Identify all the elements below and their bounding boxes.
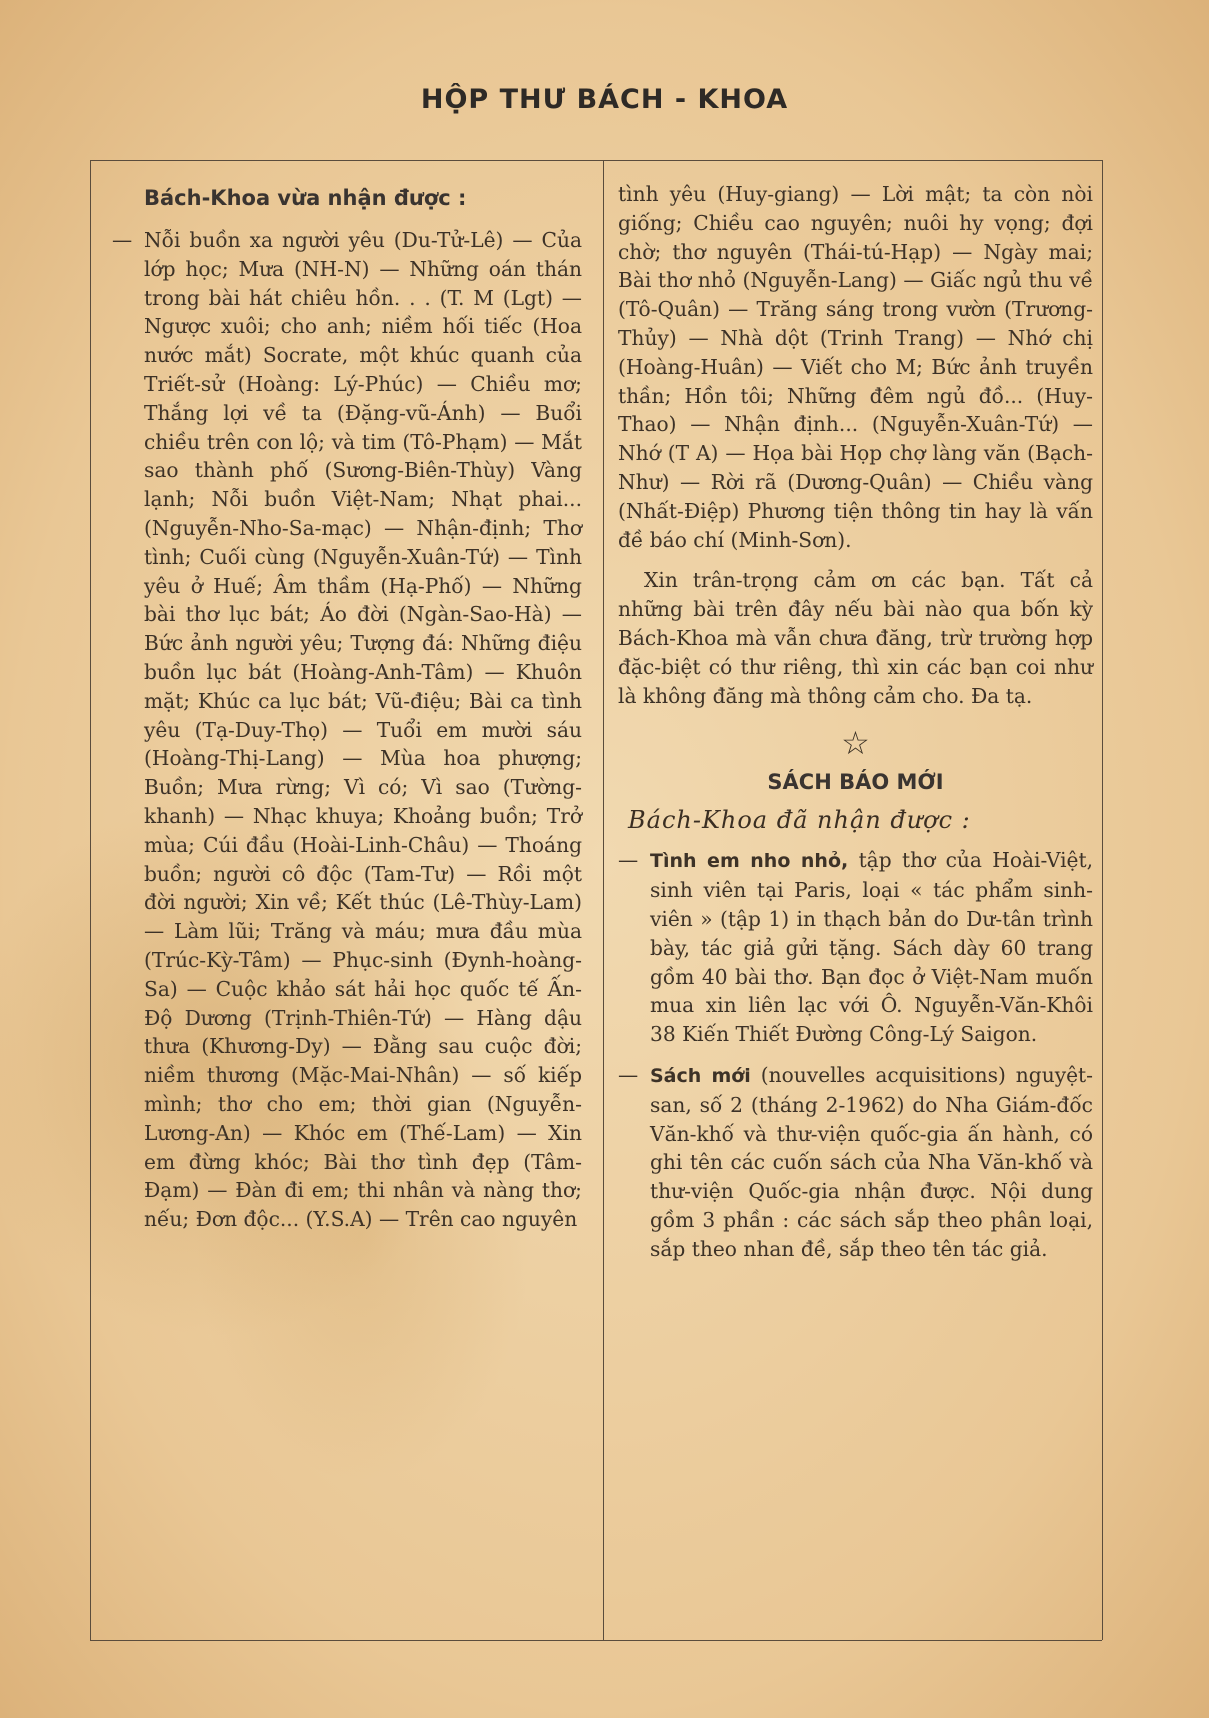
left-column — [112, 180, 582, 1234]
list-dash: — — [618, 848, 639, 873]
new-books-subheading: Bách-Khoa đã nhận được : — [628, 806, 971, 835]
top-rule — [90, 160, 1102, 161]
received-list — [112, 226, 582, 1234]
received-heading: Bách-Khoa vừa nhận được : — [144, 186, 467, 210]
list-item — [618, 846, 1093, 1049]
column-divider — [603, 160, 604, 1640]
book-description: (nouvelles acquisitions) nguyệt-san, số 2 (tháng 2-1962) do Nha Giám-đốc Văn-khố và thư-viện quốc-gia ấn hành, có ghi tên các cuốn sách của Nha Văn-khố và thư-viện Quốc-gia nhận được. Nội dung gồm 3 phần : các sách sắp theo phân loại, sắp theo nhan đề, sắp theo tên tác giả. — [650, 1062, 1093, 1261]
thanks-paragraph: Xin trân-trọng cảm ơn các bạn. Tất cả những bài trên đây nếu bài nào qua bốn kỳ Bách-Khoa mà vẫn chưa đăng, trừ trường hợp đặc-biệt có thư riêng, thì xin các bạn coi như là không đăng mà thông cảm cho. Đa tạ. — [618, 568, 1093, 708]
book-description: tập thơ của Hoài-Việt, sinh viên tại Paris, loại « tác phẩm sinh-viên » (tập 1) in thạch bản do Dư-tân trình bày, tác giả gửi tặng. Sách dày 60 trang gồm 40 bài thơ. Bạn đọc ở Việt-Nam muốn mua xin liên lạc với Ô. Nguyễn-Văn-Khôi 38 Kiến Thiết Đường Công-Lý Saigon. — [650, 848, 1094, 1047]
new-books-heading: SÁCH BÁO MỚI — [767, 770, 944, 795]
right-column-rule — [1102, 160, 1103, 1640]
list-dash: — — [618, 1062, 639, 1087]
continued-list-text: tình yêu (Huy-giang) — Lời mật; ta còn nòi giống; Chiều cao nguyên; nuôi hy vọng; đợi chờ; thơ nguyên (Thái-tú-Hạp) — Ngày mai; Bài thơ nhỏ (Nguyễn-Lang) — Giấc ngủ thu về (Tô-Quân) — Trăng sáng trong vườn (Trương-Thủy) — Nhà dột (Trinh Trang) — Nhớ chị (Hoàng-Huân) — Viết cho M; Bức ảnh truyền thần; Hồn tôi; Những đêm ngủ đồ... (Huy-Thao) — Nhận định... (Nguyễn-Xuân-Tứ) — Nhớ (T A) — Họa bài Họp chợ làng văn (Bạch-Như) — Rời rã (Dương-Quân) — Chiều vàng (Nhất-Điệp) Phương tiện thông tin hay là vấn đề báo chí (Minh-Sơn). — [618, 182, 1093, 552]
right-column — [618, 180, 1093, 1264]
list-item — [618, 1061, 1093, 1264]
star-icon: ☆ — [841, 724, 870, 763]
book-title: Sách mới — [650, 1064, 751, 1087]
received-list-text: Nỗi buồn xa người yêu (Du-Tử-Lê) — Của lớp học; Mưa (NH-N) — Những oán thán trong bài hát chiêu hồn. . . (T. M (Lgt) — Ngược xuôi; cho anh; niềm hối tiếc (Hoa nước mắt) Socrate, một khúc quanh của Triết-sử (Hoàng: Lý-Phúc) — Chiều mơ; Thắng lợi về ta (Đặng-vũ-Ánh) — Buổi chiều trên con lộ; và tim (Tô-Phạm) — Mắt sao thành phố (Sương-Biên-Thùy) Vàng lạnh; Nỗi buồn Việt-Nam; Nhạt phai... (Nguyễn-Nho-Sa-mạc) — Nhận-định; Thơ tình; Cuối cùng (Nguyễn-Xuân-Tứ) — Tình yêu ở Huế; Âm thầm (Hạ-Phố) — Những bài thơ lục bát; Áo đời (Ngàn-Sao-Hà) — Bức ảnh người yêu; Tượng đá: Những điệu buồn lục bát (Hoàng-Anh-Tâm) — Khuôn mặt; Khúc ca lục bát; Vũ-điệu; Bài ca tình yêu (Tạ-Duy-Thọ) — Tuổi em mười sáu (Hoàng-Thị-Lang) — Mùa hoa phượng; Buồn; Mưa rừng; Vì có; Vì sao (Tường-khanh) — Nhạc khuya; Khoảng buồn; Trở mùa; Cúi đầu (Hoài-Linh-Châu) — Thoáng buồn; người cô độc (Tam-Tư) — Rồi một đời người; Xin về; Kết thúc (Lê-Thùy-Lam) — Làm lũi; Trăng và máu; mưa đầu mùa (Trúc-Kỳ-Tâm) — Phục-sinh (Đynh-hoàng-Sa) — Cuộc khảo sát hải học quốc tế Ấn-Độ Dương (Trịnh-Thiên-Tứ) — Hàng dậu thưa (Khương-Dy) — Đằng sau cuộc đời; niềm thương (Mặc-Mai-Nhân) — số kiếp mình; thơ cho em; thời gian (Nguyễn-Lương-An) — Khóc em (Thế-Lam) — Xin em đừng khóc; Bài thơ tình đẹp (Tâm-Đạm) — Đàn đi em; thi nhân và nàng thơ; nếu; Đơn độc... (Y.S.A) — Trên cao nguyên — [144, 228, 582, 1232]
bottom-rule — [90, 1640, 1102, 1641]
left-column-rule — [90, 160, 91, 1640]
page-title: HỘP THƯ BÁCH - KHOA — [420, 84, 789, 115]
book-title: Tình em nho nhỏ, — [650, 850, 849, 873]
list-dash: — — [112, 228, 133, 252]
